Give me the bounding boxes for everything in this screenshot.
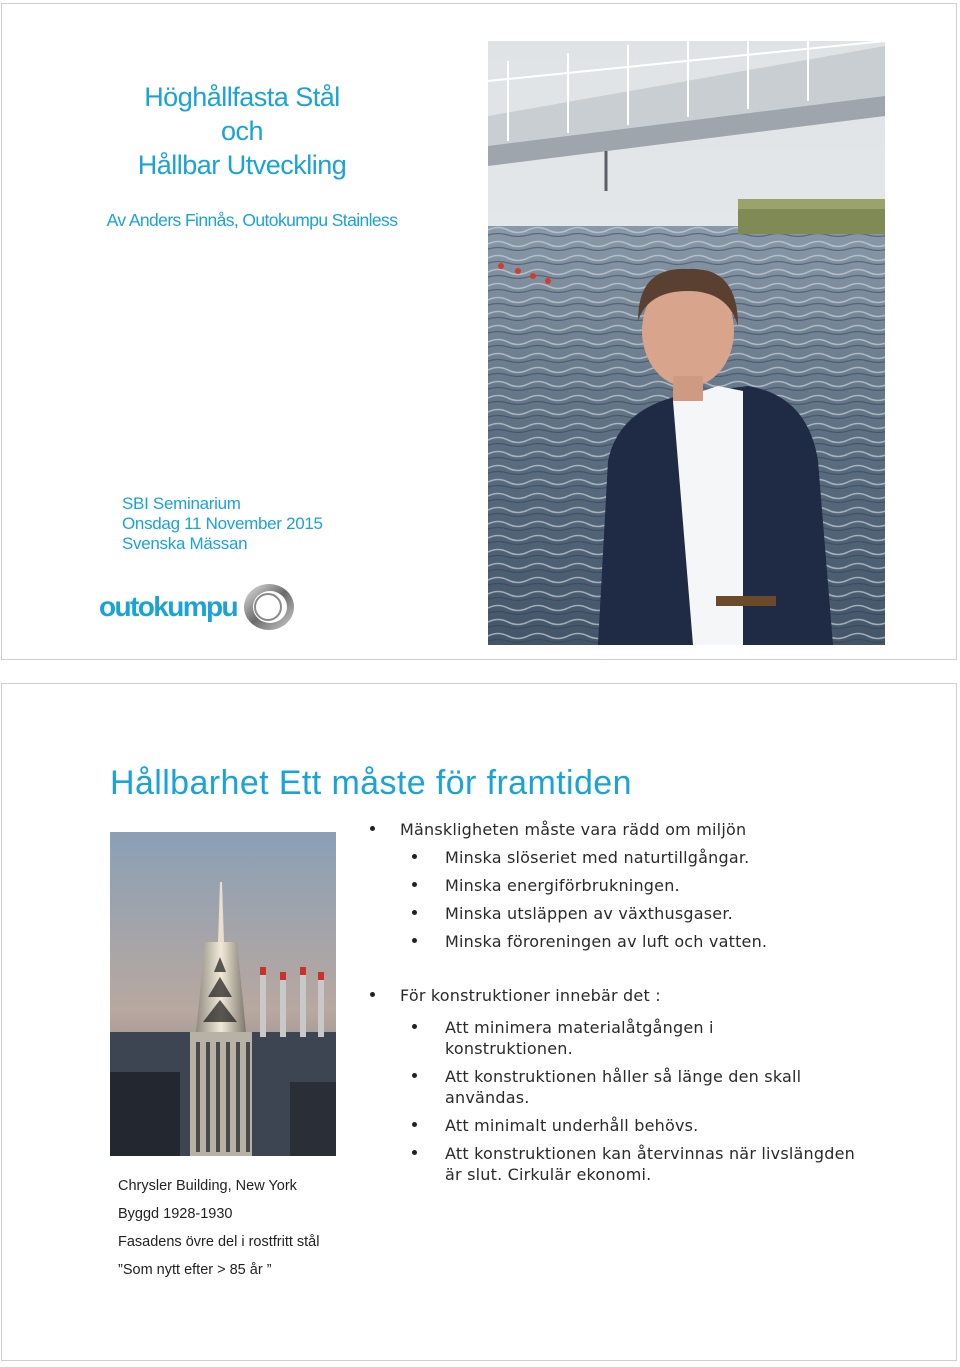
caption-line: ”Som nytt efter > 85 år ” bbox=[118, 1262, 272, 1278]
caption-line: Byggd 1928-1930 bbox=[118, 1206, 233, 1222]
speaker-photo bbox=[488, 41, 885, 645]
bullet-heading: Mänskligheten måste vara rädd om miljön bbox=[370, 816, 890, 844]
bullet-item: Minska energiförbrukningen. bbox=[370, 872, 890, 900]
bullet-item: Att konstruktionen håller så länge den skall användas. bbox=[370, 1066, 885, 1108]
event-name: SBI Seminarium bbox=[122, 494, 241, 513]
slide-title bbox=[1, 3, 957, 660]
event-date: Onsdag 11 November 2015 bbox=[122, 514, 323, 533]
bullet-item: Minska slöseriet med naturtillgångar. bbox=[370, 844, 890, 872]
bullet-item: Minska utsläppen av växthusgaser. bbox=[370, 900, 890, 928]
bullet-item: Att konstruktionen kan återvinnas när livslängden är slut. Cirkulär ekonomi. bbox=[370, 1143, 875, 1185]
caption-line: Fasadens övre del i rostfritt stål bbox=[118, 1234, 320, 1250]
bullet-item: Att minimera materialåtgången i konstruktionen. bbox=[370, 1017, 775, 1059]
chrysler-building-photo bbox=[110, 832, 336, 1156]
bullet-item: Att minimalt underhåll behövs. bbox=[370, 1115, 890, 1136]
bullet-item: Minska föroreningen av luft och vatten. bbox=[370, 928, 890, 956]
event-venue: Svenska Mässan bbox=[122, 534, 248, 553]
slide-heading: Hållbarhet Ett måste för framtiden bbox=[110, 764, 632, 802]
caption-line: Chrysler Building, New York bbox=[118, 1178, 297, 1194]
bullet-heading: För konstruktioner innebär det : bbox=[370, 982, 890, 1010]
slide-sustainability bbox=[1, 683, 957, 1361]
logo-wordmark: outokumpu bbox=[99, 591, 238, 622]
ring-logo-icon bbox=[241, 582, 297, 632]
speaker-photo-image bbox=[488, 41, 885, 645]
author-subtitle: Av Anders Finnås, Outokumpu Stainless bbox=[106, 210, 398, 230]
event-info bbox=[122, 494, 323, 554]
title-line: Höghållfasta Stål bbox=[144, 82, 340, 112]
photo-caption bbox=[118, 1172, 319, 1284]
outokumpu-logo bbox=[99, 582, 297, 632]
bullet-list bbox=[370, 816, 890, 1185]
title-line: Hållbar Utveckling bbox=[137, 150, 347, 180]
chrysler-building-image bbox=[110, 832, 336, 1156]
presentation-title bbox=[82, 80, 402, 182]
title-line: och bbox=[220, 116, 264, 146]
